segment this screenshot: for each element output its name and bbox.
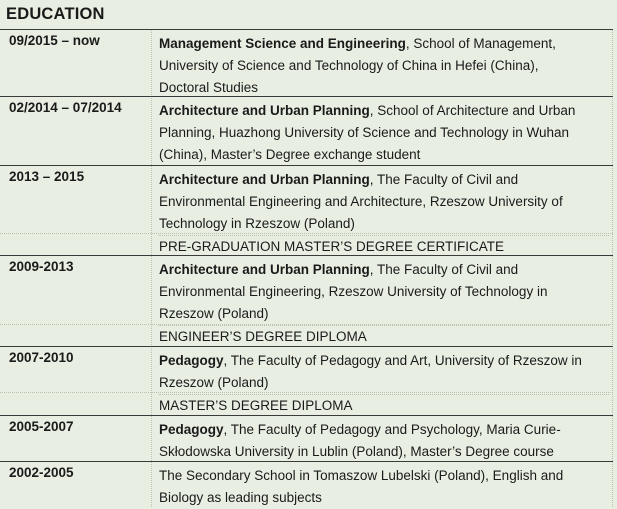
education-row <box>0 97 613 166</box>
description-line: Architecture and Urban Planning, School of Architecture and Urban <box>159 103 576 118</box>
description-line: Pedagogy, The Faculty of Pedagogy and Psychology, Maria Curie- <box>159 422 561 437</box>
education-date: 2002-2005 <box>9 465 74 480</box>
education-date: 02/2014 – 07/2014 <box>9 100 122 115</box>
education-row <box>0 256 613 347</box>
description-line: Technology in Rzeszow (Poland) <box>159 216 355 231</box>
row-subdivider <box>0 324 613 325</box>
education-date: 2005-2007 <box>9 419 74 434</box>
description-line: Planning, Huazhong University of Science and Technology in Wuhan <box>159 125 570 140</box>
description-line: Pedagogy, The Faculty of Pedagogy and Art, University of Rzeszow in <box>159 353 582 368</box>
description-line: Doctoral Studies <box>159 80 259 95</box>
description-line: The Secondary School in Tomaszow Lubelski (Poland), English and <box>159 468 564 483</box>
education-date: 2007-2010 <box>9 350 74 365</box>
description-line: Biology as leading subjects <box>159 490 322 505</box>
education-description <box>159 100 609 166</box>
degree-line: MASTER’S DEGREE DIPLOMA <box>159 394 609 417</box>
education-description <box>159 419 609 463</box>
degree-line: ENGINEER’S DEGREE DIPLOMA <box>159 325 609 348</box>
education-description <box>159 33 609 99</box>
description-line: (China), Master’s Degree exchange student <box>159 147 421 162</box>
description-line: Environmental Engineering, Rzeszow University of Technology in <box>159 284 548 299</box>
description-line: Rzeszow (Poland) <box>159 375 269 390</box>
description-line: Rzeszow (Poland) <box>159 306 269 321</box>
education-description <box>159 350 609 417</box>
degree-line: PRE-GRADUATION MASTER’S DEGREE CERTIFICATE <box>159 235 609 258</box>
education-date: 09/2015 – now <box>9 33 100 48</box>
row-subdivider <box>0 392 613 393</box>
row-subdivider <box>0 233 613 234</box>
description-line: University of Science and Technology of China in Hefei (China), <box>159 58 539 73</box>
description-line: Environmental Engineering and Architecture, Rzeszow University of <box>159 194 563 209</box>
education-description <box>159 169 609 258</box>
section-heading: EDUCATION <box>6 5 105 23</box>
description-line: Skłodowska University in Lublin (Poland), Master’s Degree course <box>159 444 554 459</box>
education-date: 2009-2013 <box>9 259 74 274</box>
education-description <box>159 465 609 509</box>
education-row <box>0 347 613 416</box>
description-line: Architecture and Urban Planning, The Faculty of Civil and <box>159 172 519 187</box>
education-description <box>159 259 609 348</box>
description-line: Management Science and Engineering, School of Management, <box>159 36 556 51</box>
description-line: Architecture and Urban Planning, The Faculty of Civil and <box>159 262 519 277</box>
education-row <box>0 166 613 256</box>
education-date: 2013 – 2015 <box>9 169 85 184</box>
education-row <box>0 462 613 507</box>
education-row <box>0 29 613 97</box>
education-row <box>0 416 613 462</box>
